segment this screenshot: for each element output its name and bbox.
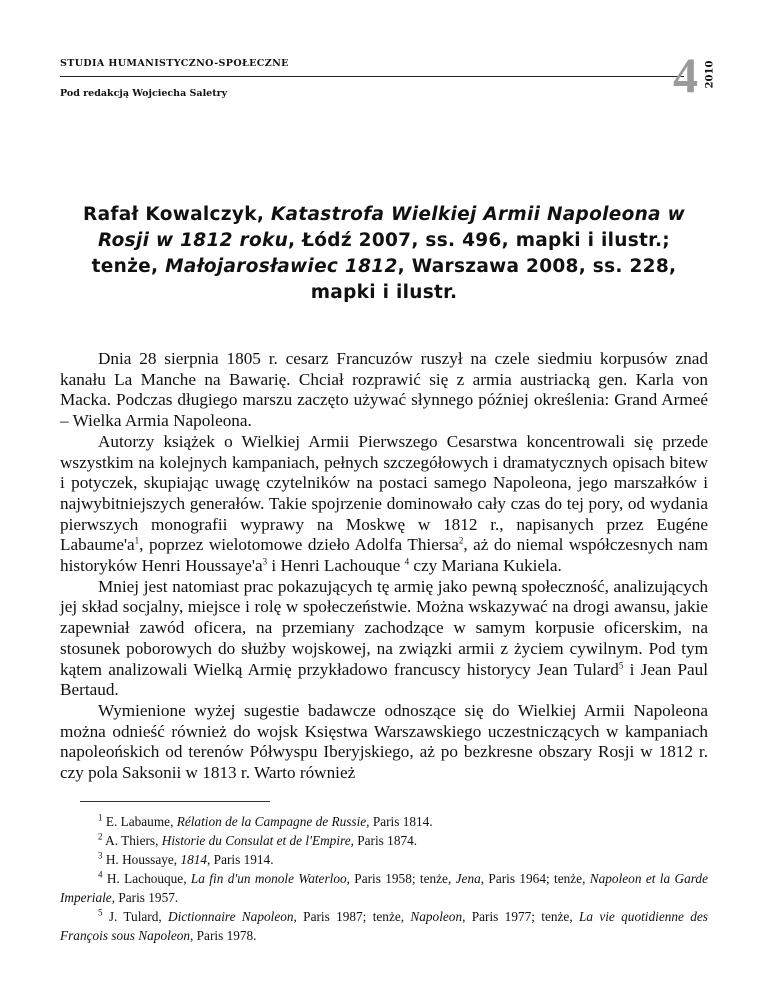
issue-number: 4 bbox=[673, 47, 698, 103]
fn-title: Dictionnaire Napoleon bbox=[168, 909, 294, 924]
fn-title: Historie du Consulat et de l'Empire bbox=[161, 833, 351, 848]
paragraph-2 bbox=[60, 432, 708, 577]
footnote-ref-5: 5 bbox=[618, 659, 624, 670]
journal-series-title: STUDIA HUMANISTYCZNO-SPOŁECZNE bbox=[60, 58, 289, 69]
paragraph-1: Dnia 28 sierpnia 1805 r. cesarz Francuzów ruszył na czele siedmiu korpusów znad kanału La Manche na Bawarię. Chciał rozprawić się z armia austriacką gen. Karla von Macka. Podczas długiego marszu zaczęto używać słynnego później określenia: Grand Armeé – Wielka Armia Napoleona. bbox=[60, 349, 708, 431]
fn-text: , Paris 1914. bbox=[207, 852, 274, 867]
title-book-2: Małojarosławiec 1812 bbox=[165, 256, 398, 277]
journal-editor: Pod redakcją Wojciecha Saletry bbox=[60, 88, 228, 99]
footnotes bbox=[60, 812, 708, 945]
paragraph-3 bbox=[60, 577, 708, 701]
fn-text: , Paris 1874. bbox=[350, 833, 418, 848]
p2-text-b: , poprzez wielotomowe dzieło Adolfa Thiersa bbox=[139, 535, 459, 555]
title-details-1: , Łódź 2007, ss. 496, mapki i ilustr.; tenże, bbox=[91, 230, 670, 277]
footnote-number: 5 bbox=[98, 907, 103, 918]
footnote-2 bbox=[60, 831, 708, 850]
fn-text: E. Labaume, bbox=[105, 814, 177, 829]
p2-text-c: , aż do niemal współczesnych nam historyków Henri Houssaye'a bbox=[60, 535, 709, 576]
fn-text: , Paris 1814. bbox=[366, 814, 433, 829]
fn-title: Jena bbox=[455, 871, 481, 886]
footnote-number: 3 bbox=[98, 850, 103, 861]
review-title bbox=[70, 202, 698, 306]
footnote-5 bbox=[60, 907, 708, 945]
footnote-number: 1 bbox=[98, 812, 103, 823]
paragraph-4: Wymienione wyżej sugestie badawcze odnoszące się do Wielkiej Armii Napoleona można odnieść również do wojsk Księstwa Warszawskiego uczestniczących w kampaniach napoleońskich od terenów Półwyspu Iberyjskiego, aż po bezkresne obszary Rosji w 1812 r. czy pola Saksonii w 1813 r. Warto również bbox=[60, 700, 708, 783]
title-book-1: Katastrofa Wielkiej Armii Napoleona w Rosji w 1812 roku bbox=[98, 204, 685, 251]
issue-year bbox=[703, 48, 717, 100]
fn-text: , Paris 1977; tenże, bbox=[462, 909, 579, 924]
footnote-rule bbox=[80, 801, 270, 802]
footnote-ref-4: 4 bbox=[404, 556, 410, 567]
fn-text: H. Lachouque, bbox=[106, 871, 191, 886]
fn-text: J. Tulard, bbox=[108, 909, 169, 924]
p2-text-a: Autorzy książek o Wielkiej Armii Pierwszego Cesarstwa koncentrowali się przede wszystkim na kolejnych kampaniach, pełnych szczegółowych i dramatycznych opisach bitew i potyczek, skupiając uwagę czytelników na postaci samego Napoleona, jego marszałków i najwybitniejszych generałów. Takie spojrzenie dominowało cały czas do tej pory, od wydania pierwszych monografii wyprawy na Moskwę w 1812 r., napisanych przez Eugéne Labaume'a bbox=[60, 431, 708, 555]
footnote-number: 2 bbox=[98, 831, 103, 842]
fn-text: , Paris 1958; tenże, bbox=[346, 871, 456, 886]
footnote-ref-2: 2 bbox=[458, 535, 464, 546]
review-body bbox=[60, 349, 708, 784]
footnote-1 bbox=[60, 812, 708, 831]
fn-text: , Paris 1987; tenże, bbox=[293, 909, 411, 924]
fn-text: A. Thiers, bbox=[105, 833, 162, 848]
header-rule bbox=[60, 76, 684, 77]
fn-title: Rélation de la Campagne de Russie bbox=[176, 814, 367, 829]
issue-year-text: 2010 bbox=[704, 60, 716, 88]
p2-text-d: i Henri Lachouque bbox=[267, 556, 405, 576]
p2-text-e: czy Mariana Kukiela. bbox=[409, 556, 562, 576]
footnote-3 bbox=[60, 850, 708, 869]
fn-text: , Paris 1957. bbox=[111, 890, 179, 905]
footnote-number: 4 bbox=[98, 869, 103, 880]
p3-text-a: Mniej jest natomiast prac pokazujących tę armię jako pewną społeczność, analizujących jej skład socjalny, miejsce i rolę w społeczeństwie. Można wskazywać na drogi awansu, jakie zapewniał zawód oficera, na przemiany zachodzące w samym korpusie oficerskim, na stosunek poborowych do służby wojskowej, na związki armii z życiem cywilnym. Pod tym kątem analizowali Wielką Armię przykładowo francuscy historycy Jean Tulard bbox=[60, 576, 708, 679]
title-author: Rafał Kowalczyk, bbox=[83, 204, 271, 225]
p3-text-b: i Jean Paul Bertaud. bbox=[60, 659, 709, 700]
title-details-2: , Warszawa 2008, ss. 228, mapki i ilustr. bbox=[310, 256, 677, 303]
footnote-ref-1: 1 bbox=[134, 535, 140, 546]
fn-title: Napoleon bbox=[410, 909, 463, 924]
fn-text: H. Houssaye, bbox=[105, 852, 181, 867]
fn-title: La fin d'un monole Waterloo bbox=[190, 871, 347, 886]
footnote-ref-3: 3 bbox=[262, 556, 268, 567]
fn-title: La vie quotidienne des François sous Napoleon bbox=[60, 909, 708, 943]
fn-text: , Paris 1978. bbox=[190, 928, 257, 943]
fn-title: 1814 bbox=[180, 852, 208, 867]
fn-title: Napoleon et la Garde Imperiale bbox=[60, 871, 708, 905]
footnote-4 bbox=[60, 869, 708, 907]
fn-text: , Paris 1964; tenże, bbox=[480, 871, 590, 886]
